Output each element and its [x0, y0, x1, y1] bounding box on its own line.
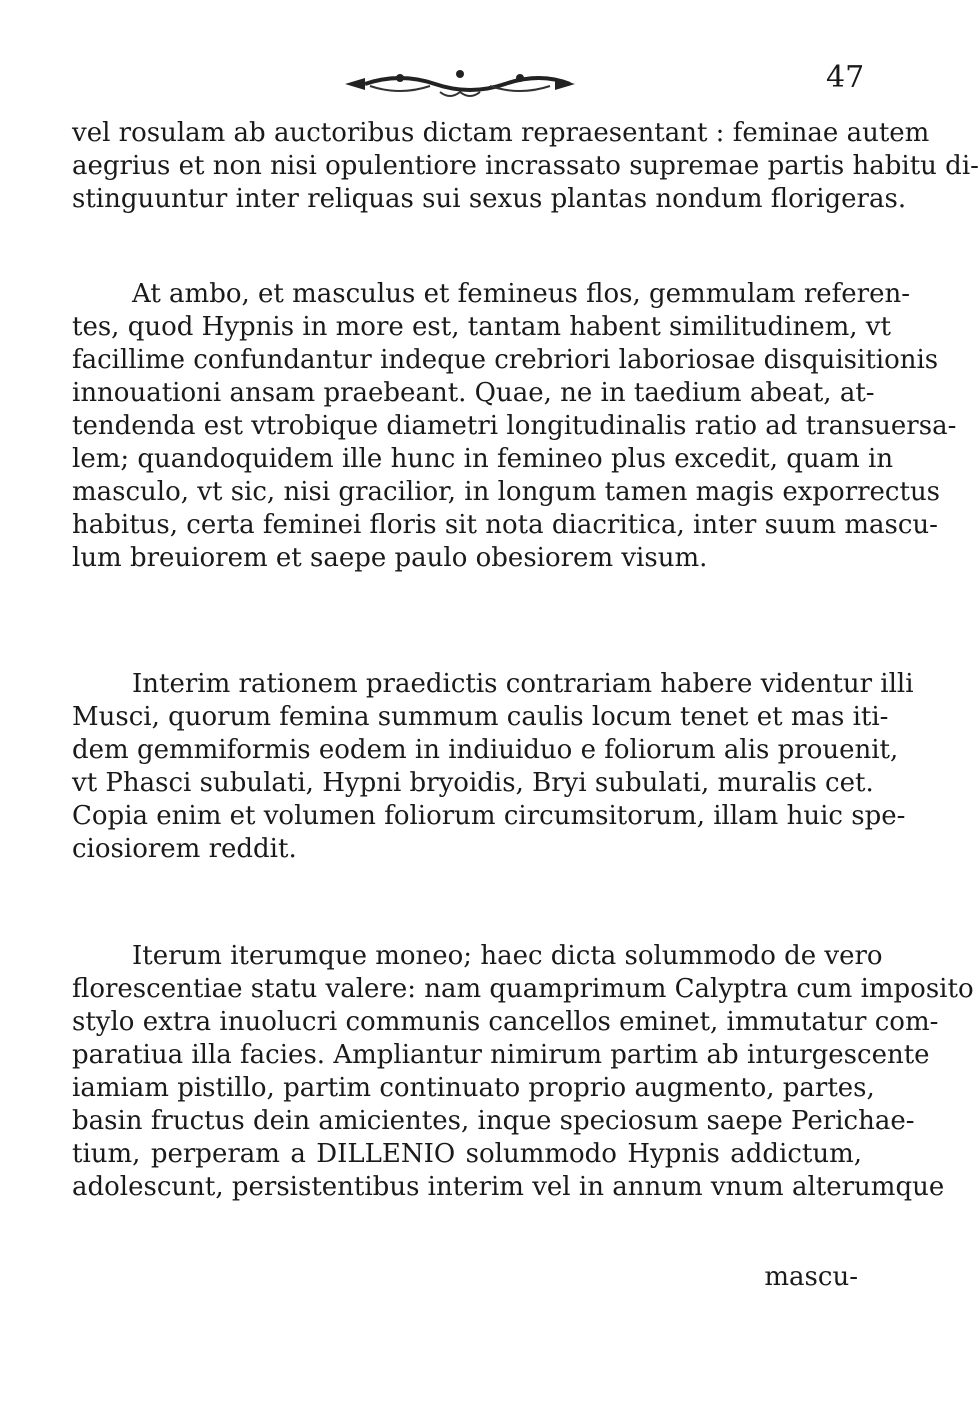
text-line: innouationi ansam praebeant. Quae, ne in taedium abeat, at-: [72, 378, 875, 408]
text-line: ciosiorem reddit.: [72, 834, 297, 864]
text-line: adolescunt, persistentibus interim vel in annum vnum alterumque: [72, 1172, 945, 1202]
decorative-headpiece-icon: [340, 64, 580, 104]
text-line: Musci, quorum femina summum caulis locum tenet et mas iti-: [72, 702, 889, 732]
text-line: habitus, certa feminei floris sit nota diacritica, inter suum mascu-: [72, 510, 938, 540]
text-line: dem gemmiformis eodem in indiuiduo e foliorum alis prouenit,: [72, 735, 899, 765]
paragraph-2: [72, 278, 957, 575]
text-line: iamiam pistillo, partim continuato proprio augmento, partes,: [72, 1073, 875, 1103]
text-line: basin fructus dein amicientes, inque speciosum saepe Perichae-: [72, 1106, 915, 1136]
text-line: Interim rationem praedictis contrariam habere videntur illi: [132, 669, 914, 699]
catchword: mascu-: [764, 1262, 858, 1292]
text-line: stinguuntur inter reliquas sui sexus plantas nondum florigeras.: [72, 184, 907, 214]
paragraph-3: [72, 668, 914, 866]
paragraph-1: [72, 117, 979, 216]
text-line: Copia enim et volumen foliorum circumsitorum, illam huic spe-: [72, 801, 906, 831]
page-number: 47: [826, 60, 865, 95]
text-line: At ambo, et masculus et femineus flos, gemmulam referen-: [132, 279, 911, 309]
text-line: lum breuiorem et saepe paulo obesiorem visum.: [72, 543, 708, 573]
text-line: paratiua illa facies. Ampliantur nimirum partim ab inturgescente: [72, 1040, 930, 1070]
text-line: lem; quandoquidem ille hunc in femineo plus excedit, quam in: [72, 444, 894, 474]
text-line: tium, perperam a DILLENIO solummodo Hypnis addictum,: [72, 1139, 862, 1169]
paragraph-4: [72, 940, 974, 1204]
text-line: stylo extra inuolucri communis cancellos eminet, immutatur com-: [72, 1007, 939, 1037]
text-line: vel rosulam ab auctoribus dictam repraesentant : feminae autem: [72, 118, 930, 148]
text-line: aegrius et non nisi opulentiore incrassato supremae partis habitu di-: [72, 151, 979, 181]
text-line: tes, quod Hypnis in more est, tantam habent similitudinem, vt: [72, 312, 891, 342]
text-line: vt Phasci subulati, Hypni bryoidis, Bryi subulati, muralis cet.: [72, 768, 874, 798]
text-line: tendenda est vtrobique diametri longitudinalis ratio ad transuersa-: [72, 411, 957, 441]
text-line: florescentiae statu valere: nam quamprimum Calyptra cum imposito: [72, 974, 974, 1004]
text-line: facillime confundantur indeque crebriori laboriosae disquisitionis: [72, 345, 939, 375]
text-line: masculo, vt sic, nisi gracilior, in longum tamen magis exporrectus: [72, 477, 941, 507]
text-line: Iterum iterumque moneo; haec dicta solummodo de vero: [132, 941, 883, 971]
